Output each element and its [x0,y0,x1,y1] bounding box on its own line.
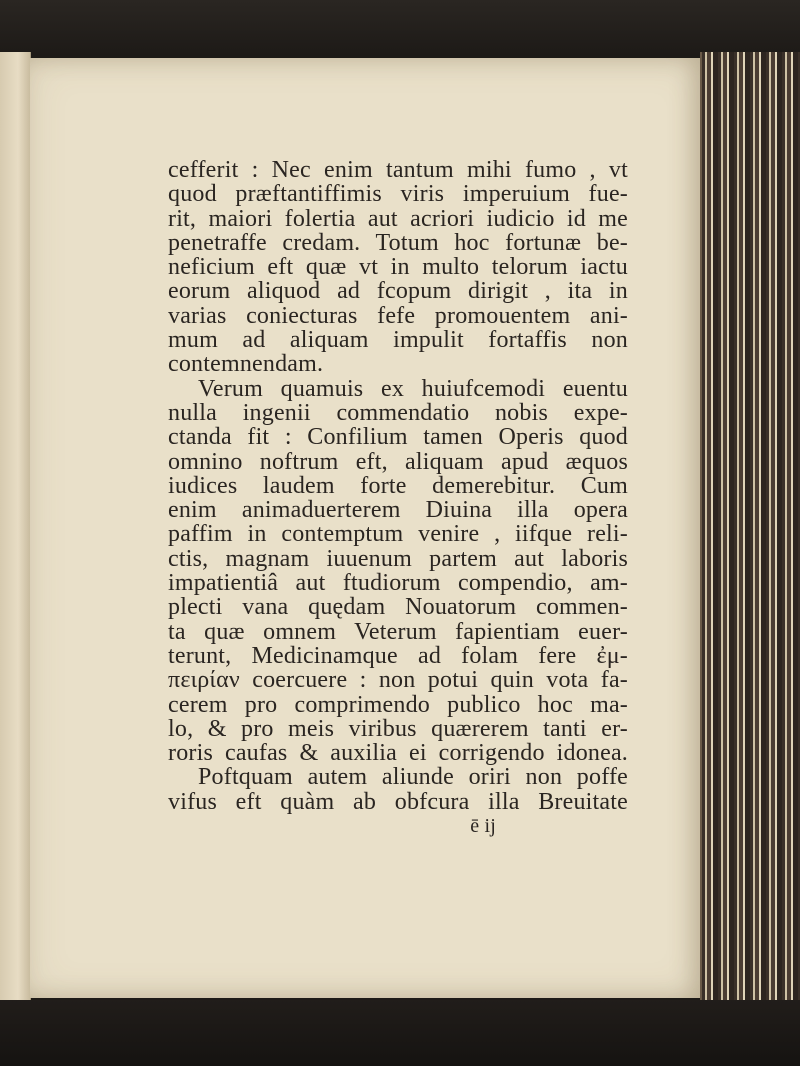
text-line: mum ad aliquam impulit fortaffis non [168,327,628,354]
text-line: plecti vana quędam Nouatorum commen- [168,594,628,621]
text-line: paffim in contemptum venire , iifque reli- [168,521,628,548]
text-line: Poftquam autem aliunde oriri non poffe [198,764,628,791]
text-line: iudices laudem forte demerebitur. Cum [168,472,628,499]
text-line: πειρίαν coercuere : non potui quin vota fa- [168,667,628,694]
text-line: omnino noftrum eft, aliquam apud æquos [168,448,628,475]
book-spine-edges [700,52,800,1002]
text-line: eorum aliquod ad fcopum dirigit , ita in [168,278,628,305]
text-line: roris caufas & auxilia ei corrigendo idonea. [168,740,628,767]
text-line: quod præftantiffimis viris imperuium fue- [168,181,628,208]
left-page-edge [0,52,31,1002]
signature-mark: ē ij [470,815,496,838]
paragraph [168,765,628,814]
text-line: neficium eft quæ vt in multo telorum iactu [168,254,628,281]
text-line: rit, maiori folertia aut acriori iudicio id me [168,205,628,232]
text-line: varias coniecturas fefe promouentem ani- [168,302,628,329]
backdrop-top [0,0,800,60]
text-line: enim animaduerterem Diuina illa opera [168,497,628,524]
backdrop-bottom [0,1000,800,1066]
text-line: contemnendam. [168,351,324,378]
text-line: nulla ingenii commendatio nobis expe- [168,399,628,426]
text-line: ta quæ omnem Veterum fapientiam euer- [168,618,628,645]
text-line: lo, & pro meis viribus quærerem tanti er- [168,715,628,742]
text-line: cerem pro comprimendo publico hoc ma- [168,691,628,718]
text-line: ctanda fit : Confilium tamen Operis quod [168,424,628,451]
text-line: ctis, magnam iuuenum partem aut laboris [168,545,628,572]
paragraph [168,158,628,377]
page-text [168,158,628,838]
text-line: impatientiâ aut ftudiorum compendio, am- [168,570,628,597]
text-line: terunt, Medicinamque ad folam fere ἐμ- [168,642,628,669]
text-line: cefferit : Nec enim tantum mihi fumo , vt [168,157,628,183]
text-line: Verum quamuis ex huiufcemodi euentu [198,375,628,402]
text-line: vifus eft quàm ab obfcura illa Breuitate [168,788,628,815]
text-line: penetraffe credam. Totum hoc fortunæ be- [168,229,628,256]
paragraph [168,377,628,766]
